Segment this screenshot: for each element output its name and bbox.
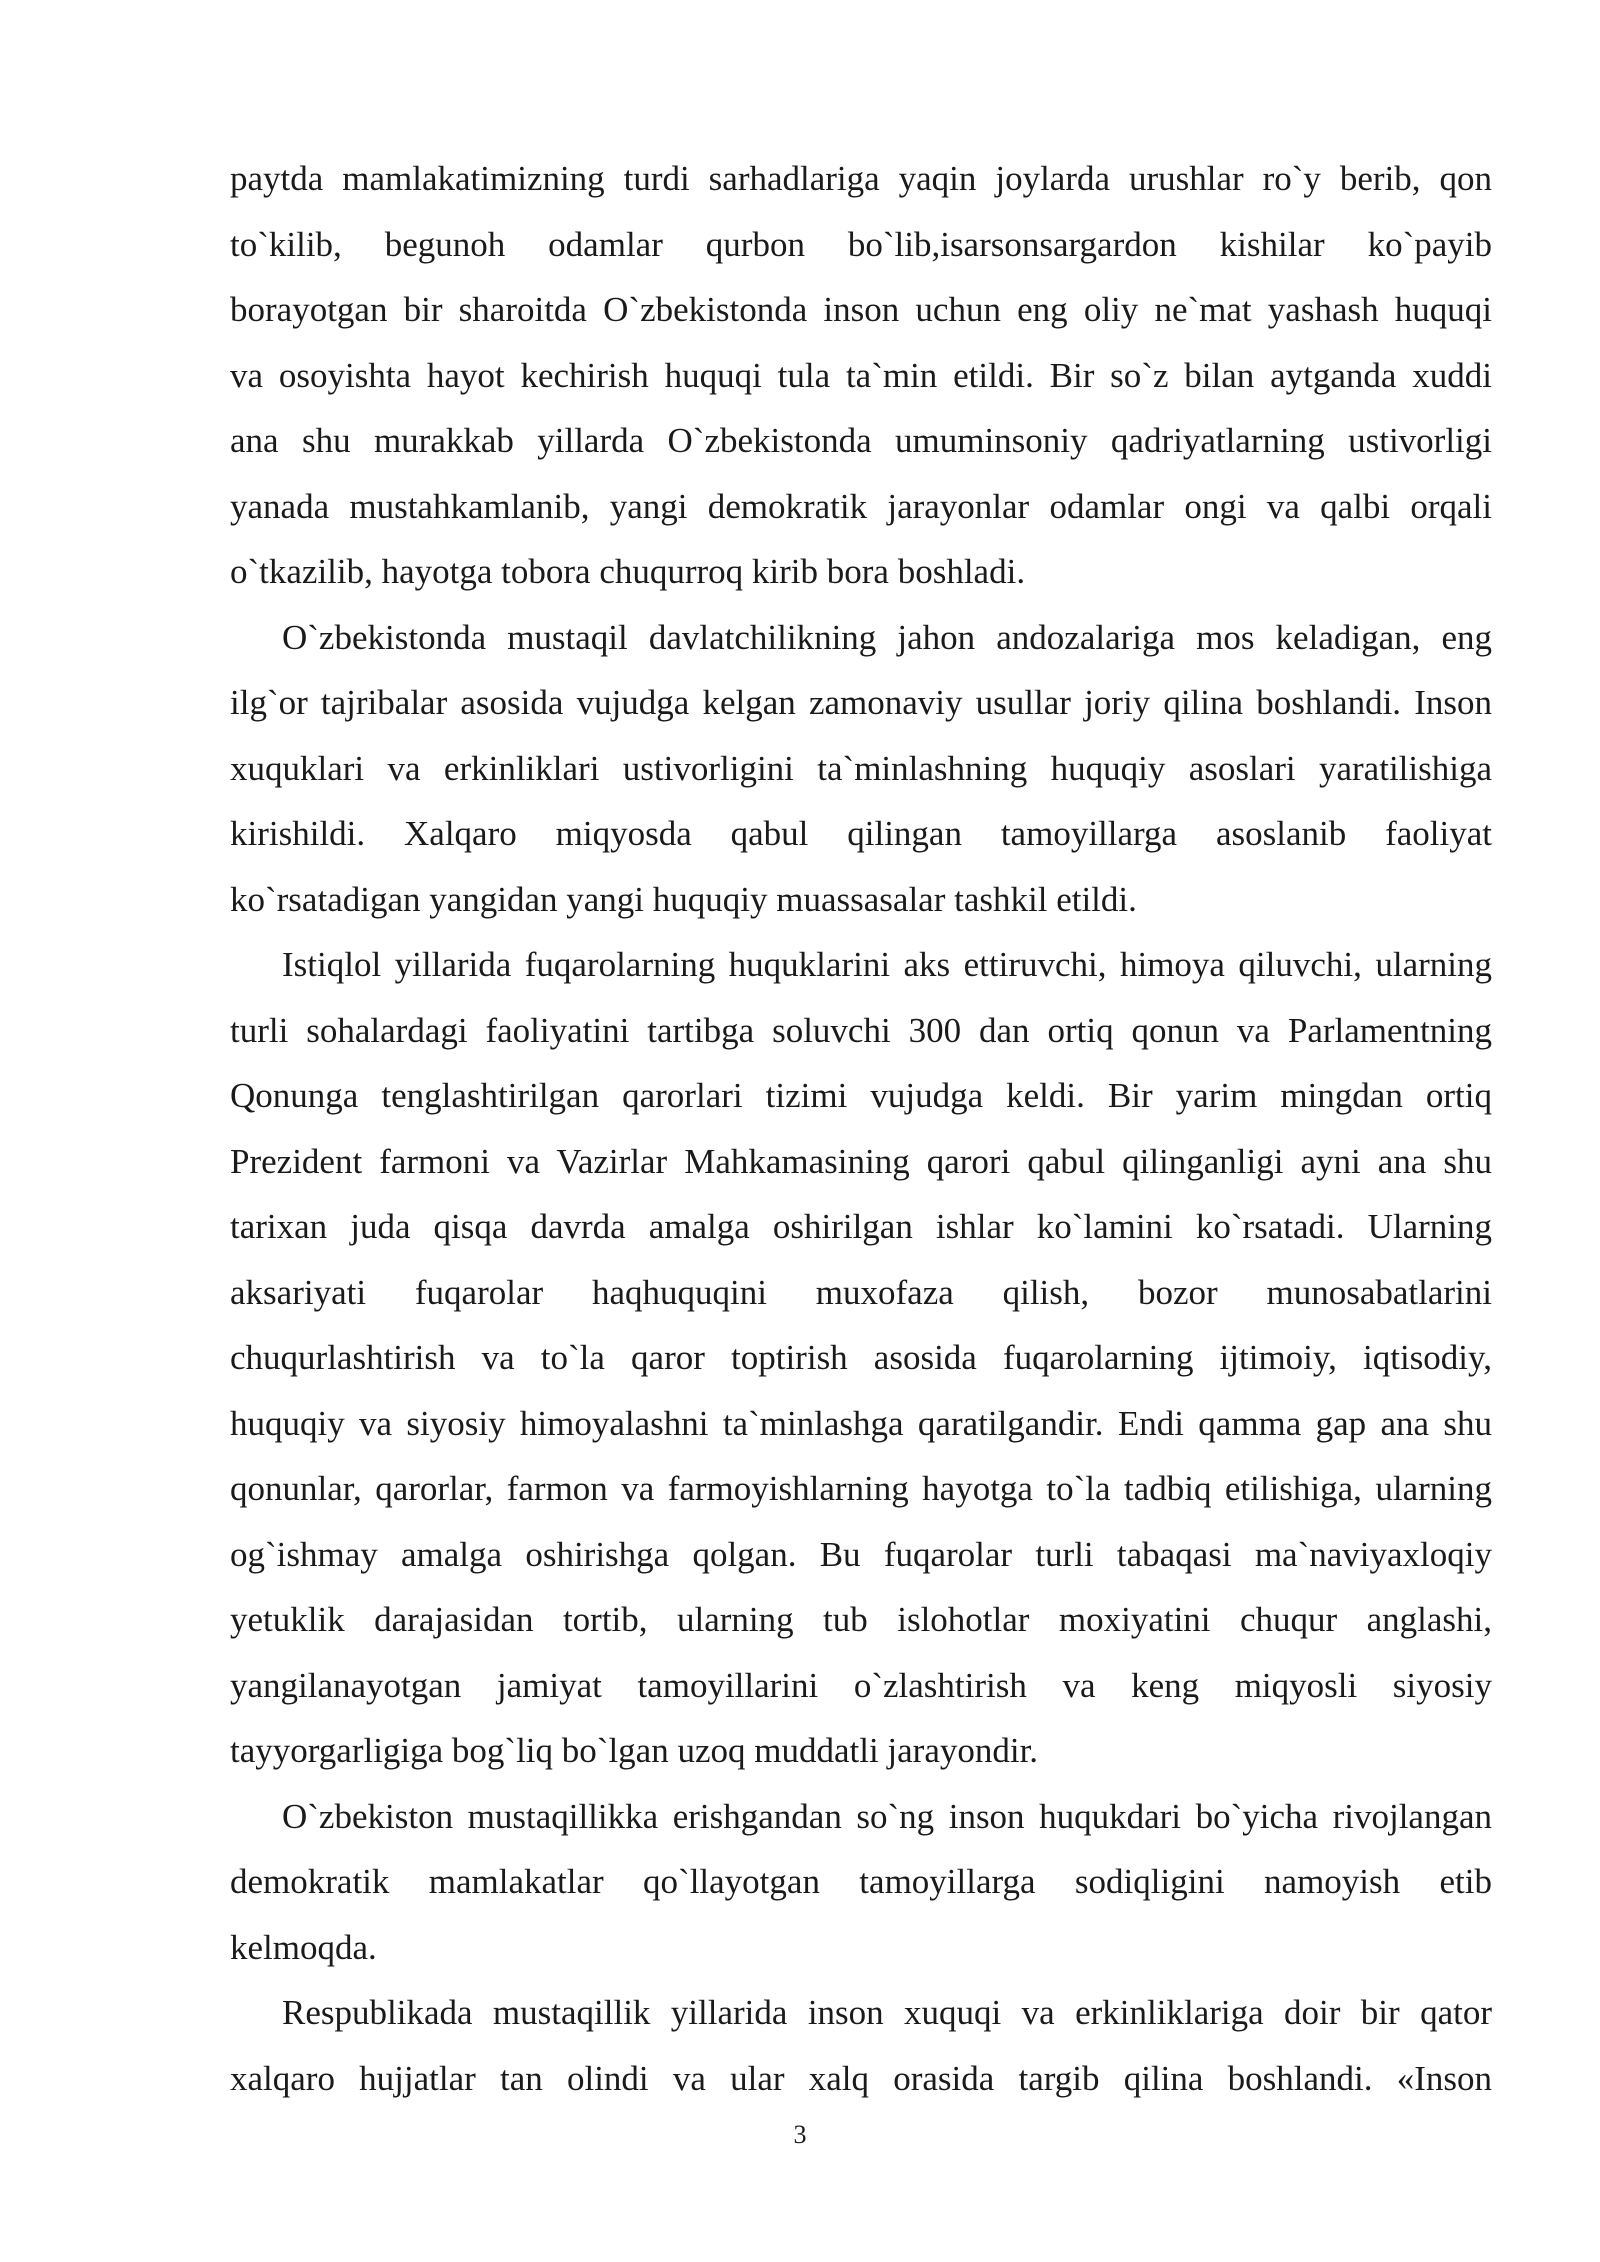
text-line: to`kilib, begunoh odamlar qurbon bo`lib,isarsonsargardon kishilar ko`payib (230, 224, 1492, 264)
text-line: O`zbekistonda mustaqil davlatchilikning jahon andozalariga mos keladigan, eng (282, 617, 1492, 657)
text-line: demokratik mamlakatlar qo`llayotgan tamoyillarga sodiqligini namoyish etib (230, 1862, 1492, 1901)
text-line: kelmoqda. (230, 1927, 377, 1967)
text-line: xalqaro hujjatlar tan olindi va ular xalq orasida targib qilina boshlandi. «Inson (230, 2058, 1492, 2098)
text-line: yetuklik darajasidan tortib, ularning tub islohotlar moxiyatini chuqur anglashi, (230, 1600, 1492, 1639)
text-line: aksariyati fuqarolar haqhuquqini muxofaza qilish, bozor munosabatlarini (230, 1272, 1492, 1312)
text-line: Prezident farmoni va Vazirlar Mahkamasining qarori qabul qilinganligi ayni ana shu (230, 1141, 1492, 1181)
text-line: yangilanayotgan jamiyat tamoyillarini o`zlashtirish va keng miqyosli siyosiy (230, 1665, 1492, 1705)
text-line: ko`rsatadigan yangidan yangi huquqiy muassasalar tashkil etildi. (230, 879, 1137, 919)
page-number: 3 (793, 2120, 807, 2149)
text-line: Qonunga tenglashtirilgan qarorlari tizimi vujudga keldi. Bir yarim mingdan ortiq (230, 1076, 1492, 1115)
text-line: tarixan juda qisqa davrda amalga oshirilgan ishlar ko`lamini ko`rsatadi. Ularning (230, 1207, 1492, 1246)
text-line: ana shu murakkab yillarda O`zbekistonda umuminsoniy qadriyatlarning ustivorligi (230, 421, 1492, 460)
text-line: paytda mamlakatimizning turdi sarhadlariga yaqin joylarda urushlar ro`y berib, qon (230, 159, 1492, 198)
text-line: ilg`or tajribalar asosida vujudga kelgan zamonaviy usullar joriy qilina boshlandi. Inson (230, 683, 1492, 722)
text-line: qonunlar, qarorlar, farmon va farmoyishlarning hayotga to`la tadbiq etilishiga, ularning (230, 1469, 1492, 1508)
text-line: borayotgan bir sharoitda O`zbekistonda inson uchun eng oliy ne`mat yashash huquqi (230, 290, 1492, 329)
text-line: og`ishmay amalga oshirishga qolgan. Bu fuqarolar turli tabaqasi ma`naviyaxloqiy (230, 1534, 1492, 1574)
text-line: yanada mustahkamlanib, yangi demokratik jarayonlar odamlar ongi va qalbi orqali (230, 486, 1492, 526)
text-line: va osoyishta hayot kechirish huquqi tula ta`min etildi. Bir so`z bilan aytganda xuddi (230, 355, 1492, 395)
text-line: O`zbekiston mustaqillikka erishgandan so`ng inson huqukdari bo`yicha rivojlangan (282, 1796, 1492, 1836)
text-line: xuquklari va erkinliklari ustivorligini ta`minlashning huquqiy asoslari yaratilishiga (230, 748, 1492, 788)
text-line: huquqiy va siyosiy himoyalashni ta`minlashga qaratilgandir. Endi qamma gap ana shu (230, 1403, 1492, 1443)
text-line: turli sohalardagi faoliyatini tartibga soluvchi 300 dan ortiq qonun va Parlamentning (230, 1010, 1492, 1050)
body-text (230, 146, 1492, 2111)
text-line: o`tkazilib, hayotga tobora chuqurroq kirib bora boshladi. (230, 552, 1026, 591)
text-line: Respublikada mustaqillik yillarida inson xuquqi va erkinliklariga doir bir qator (282, 1993, 1492, 2032)
text-line: kirishildi. Xalqaro miqyosda qabul qilingan tamoyillarga asoslanib faoliyat (230, 814, 1492, 853)
text-line: tayyorgarligiga bog`liq bo`lgan uzoq muddatli jarayondir. (230, 1731, 1039, 1770)
text-line: chuqurlashtirish va to`la qaror toptirish asosida fuqarolarning ijtimoiy, iqtisodiy, (230, 1338, 1492, 1377)
text-line: Istiqlol yillarida fuqarolarning huquklarini aks ettiruvchi, himoya qiluvchi, ularning (282, 945, 1492, 984)
